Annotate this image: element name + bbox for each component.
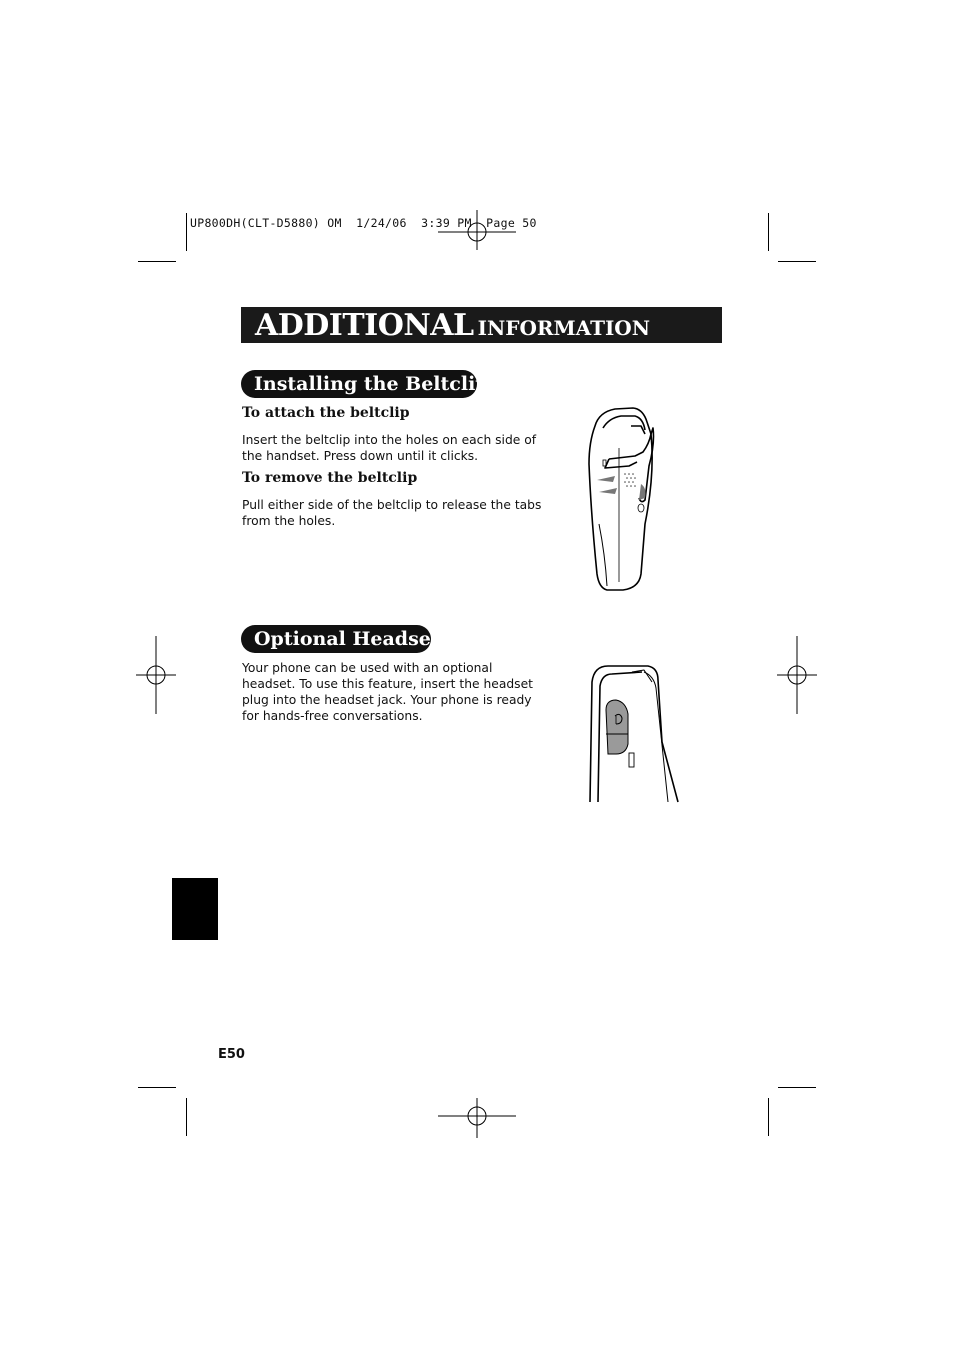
headset-section-heading: Optional Headset: [241, 625, 431, 653]
handset-beltclip-illustration: [585, 404, 677, 594]
chapter-tab: [172, 878, 218, 940]
registration-mark-icon: [438, 1098, 516, 1138]
crop-mark: [768, 1098, 769, 1136]
remove-beltclip-heading: To remove the beltclip: [242, 470, 418, 486]
crop-mark: [186, 213, 187, 251]
crop-mark: [138, 1087, 176, 1088]
page-number: E50: [218, 1047, 245, 1062]
crop-mark: [778, 1087, 816, 1088]
crop-mark: [138, 261, 176, 262]
attach-beltclip-text: Insert the beltclip into the holes on each side of the handset. Press down until it clicks.: [242, 433, 537, 463]
crop-mark: [768, 213, 769, 251]
remove-beltclip-text: Pull either side of the beltclip to release the tabs from the holes.: [242, 498, 542, 528]
headset-text: Your phone can be used with an optional headset. To use this feature, insert the headset plug into the headset jack. Your phone is ready for hands-free conversations.: [242, 661, 533, 723]
crop-mark: [778, 261, 816, 262]
crop-mark: [186, 1098, 187, 1136]
attach-beltclip-heading: To attach the beltclip: [242, 405, 410, 421]
page-title: [255, 308, 650, 343]
handset-headset-jack-illustration: [586, 662, 682, 804]
registration-mark-icon: [136, 636, 176, 714]
section-title-bar: [241, 307, 722, 343]
beltclip-section-heading: Installing the Beltclip: [241, 370, 477, 398]
registration-mark-icon: [777, 636, 817, 714]
page-title-sub: INFORMATION: [477, 316, 651, 340]
print-slug-line: UP800DH(CLT-D5880) OM 1/24/06 3:39 PM Page 50: [190, 216, 537, 230]
page-title-main: ADDITIONAL: [255, 308, 474, 343]
